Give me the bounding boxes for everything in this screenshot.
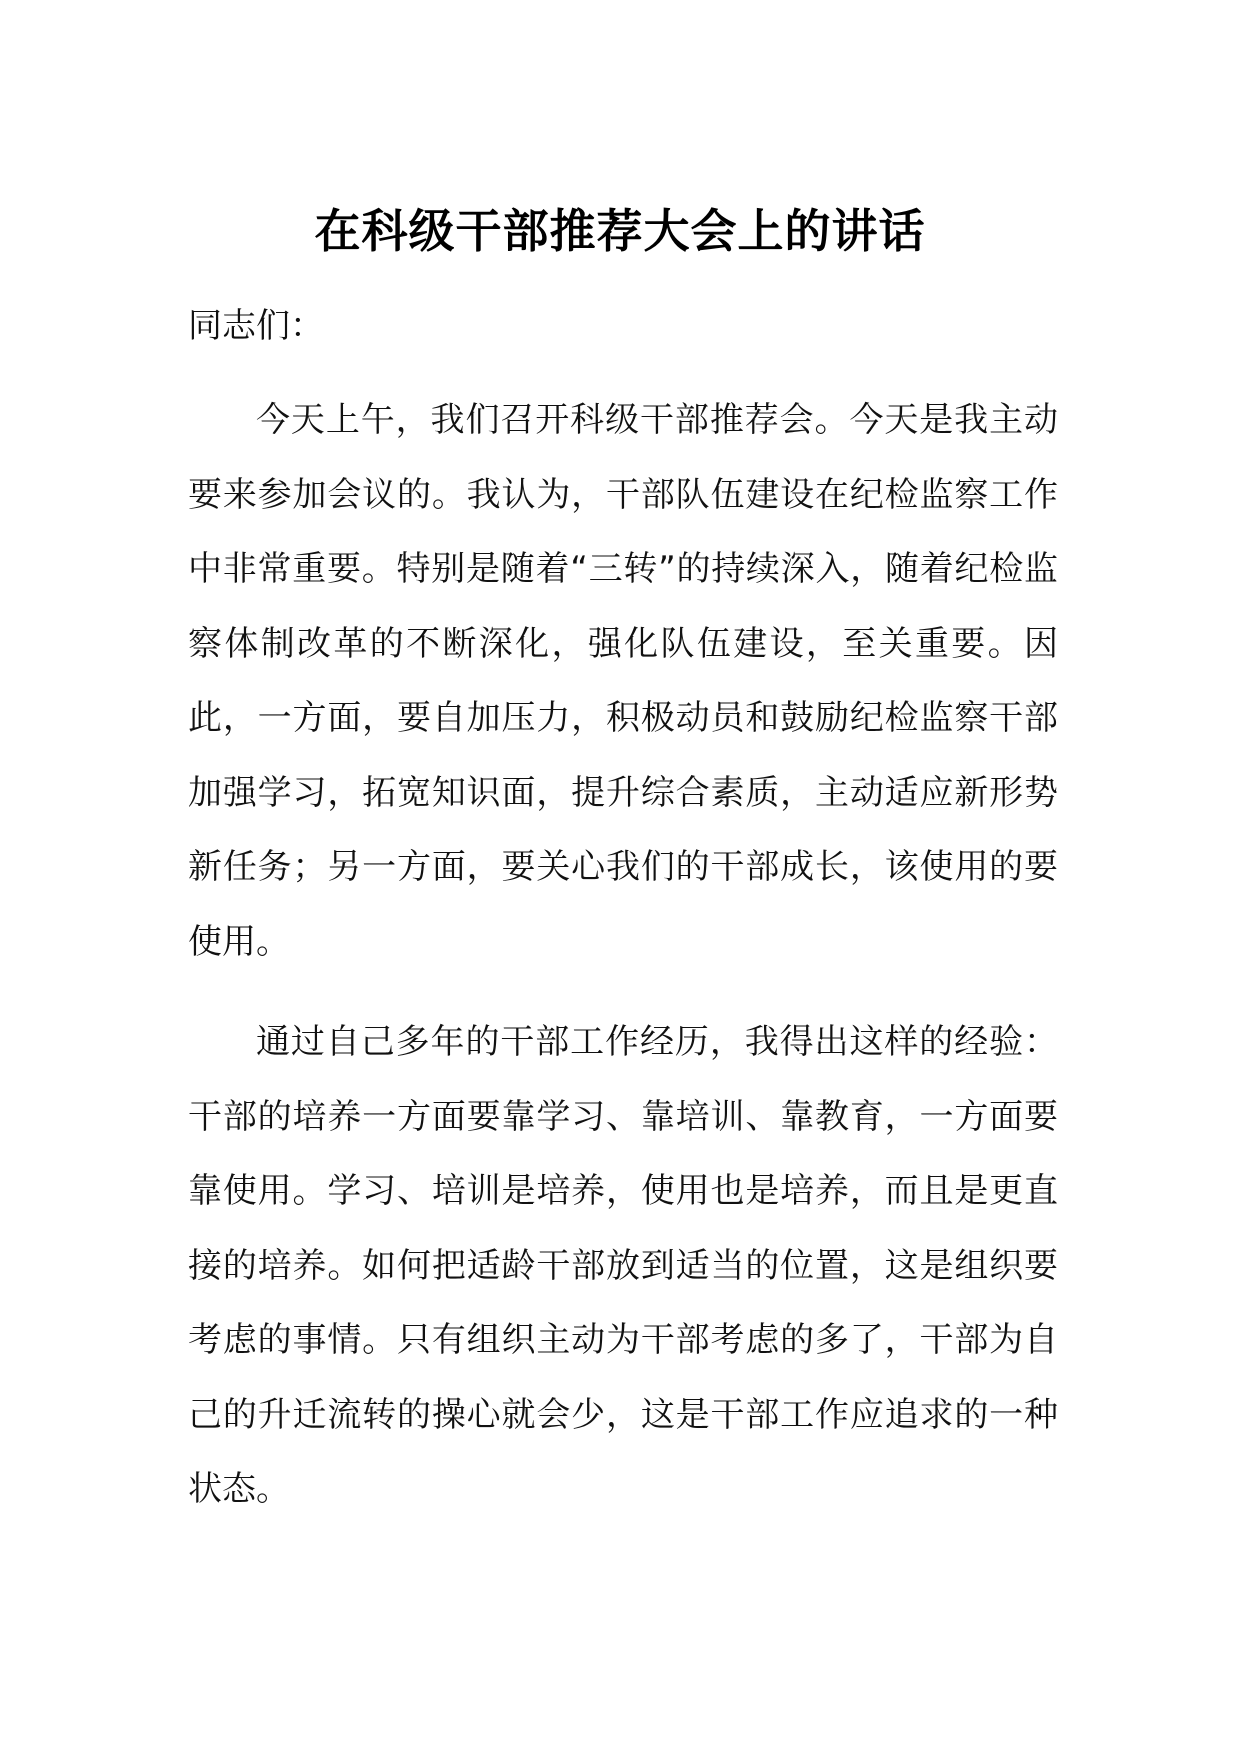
paragraph-2: 通过自己多年的干部工作经历，我得出这样的经验：干部的培养一方面要靠学习、靠培训、靠教育，一方面要靠使用。学习、培训是培养，使用也是培养，而且是更直接的培养。如何把适龄干部放到适当的位置，这是组织要考虑的事情。只有组织主动为干部考虑的多了，干部为自己的升迁流转的操心就会少，这是干部工作应追求的一种状态。 xyxy=(188,1022,1058,1509)
salutation: 同志们： xyxy=(188,306,324,346)
paragraph-1: 今天上午，我们召开科级干部推荐会。今天是我主动要来参加会议的。我认为，干部队伍建设在纪检监察工作中非常重要。特别是随着“三转”的持续深入，随着纪检监察体制改革的不断深化，强化队伍建设，至关重要。因此，一方面，要自加压力，积极动员和鼓励纪检监察干部加强学习，拓宽知识面，提升综合素质，主动适应新形势新任务；另一方面，要关心我们的干部成长，该使用的要使用。 xyxy=(188,400,1058,962)
document-title: 在科级干部推荐大会上的讲话 xyxy=(314,204,926,258)
